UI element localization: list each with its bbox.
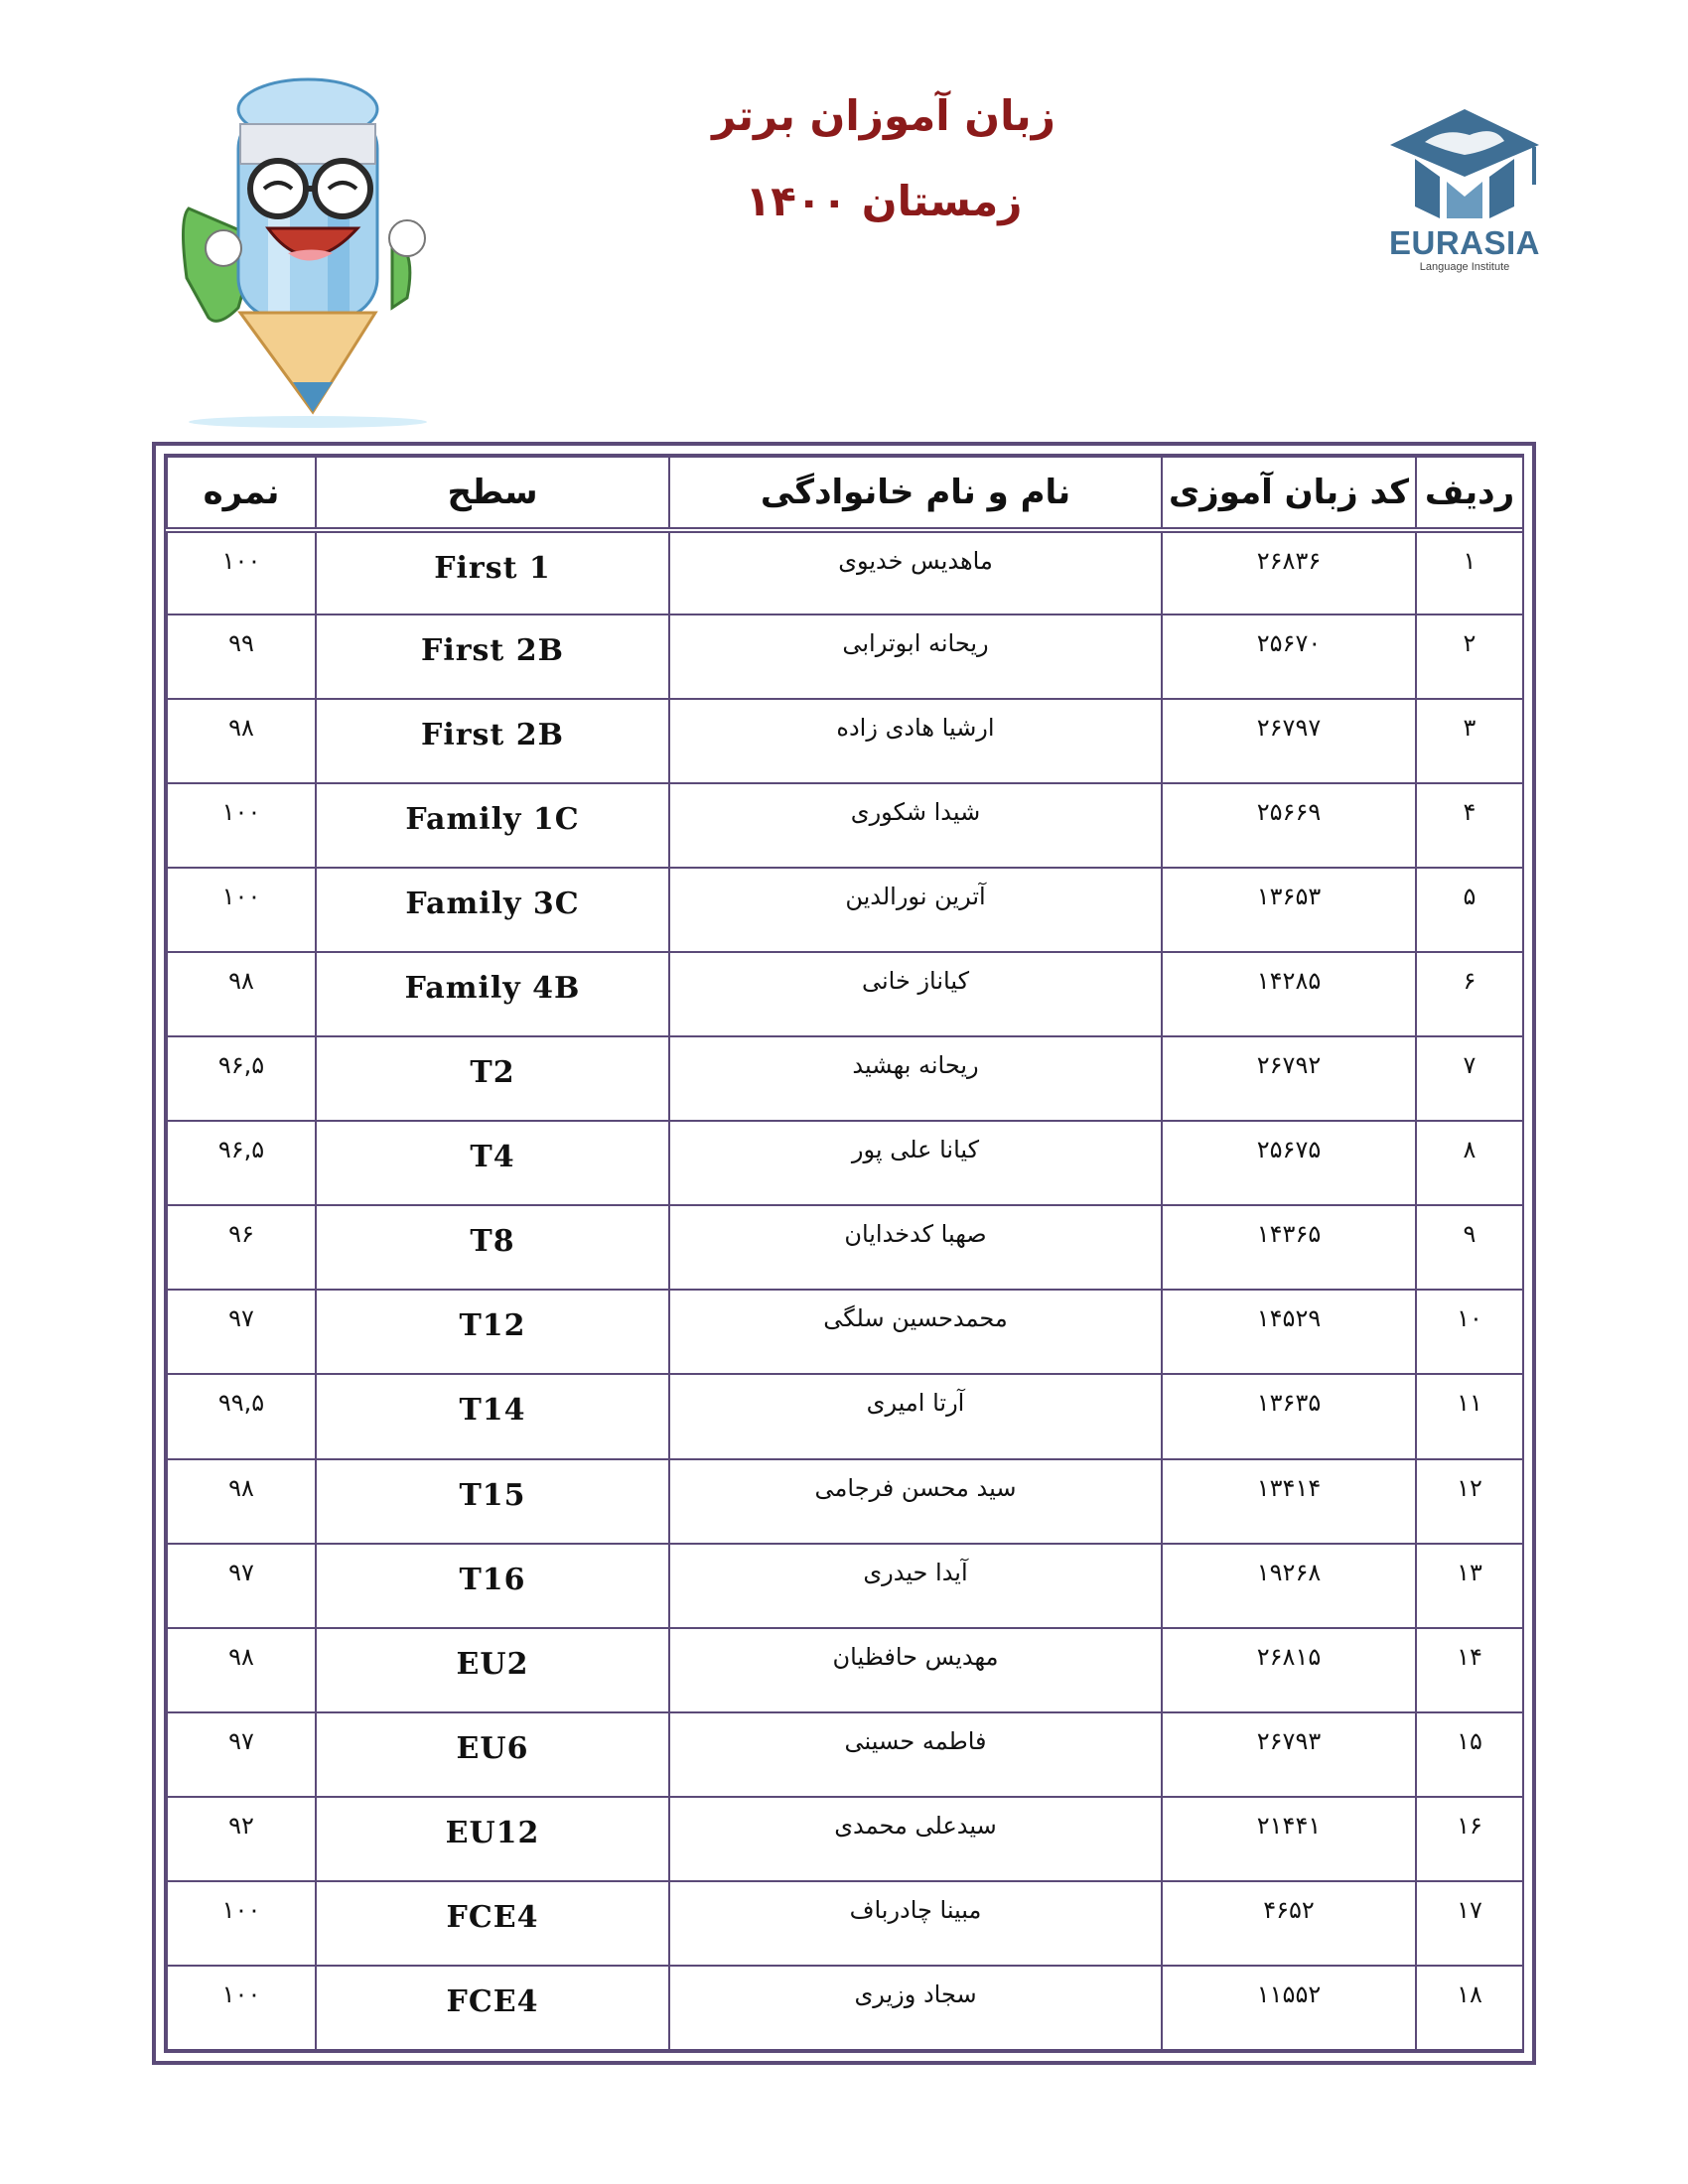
level-cell: EU2: [316, 1628, 669, 1712]
student-code-cell: ۱۳۶۳۵: [1162, 1374, 1416, 1458]
pencil-mascot-image: [169, 69, 437, 437]
student-code-cell: ۲۱۴۴۱: [1162, 1797, 1416, 1881]
student-name-cell: فاطمه حسینی: [669, 1712, 1162, 1797]
header-student-code: کد زبان آموزی: [1162, 457, 1416, 530]
student-code-cell: ۱۱۵۵۲: [1162, 1966, 1416, 2050]
student-code-cell: ۲۶۷۹۲: [1162, 1036, 1416, 1121]
table-header-row: [167, 457, 1523, 530]
score-cell: ۹۷: [167, 1712, 316, 1797]
student-code-cell: ۲۵۶۷۰: [1162, 614, 1416, 699]
student-name-cell: صهبا کدخدایان: [669, 1205, 1162, 1290]
logo-tagline: Language Institute: [1419, 261, 1510, 273]
level-cell: EU12: [316, 1797, 669, 1881]
student-code-cell: ۲۶۷۹۳: [1162, 1712, 1416, 1797]
table-row: [167, 868, 1523, 952]
score-cell: ۹۸: [167, 1459, 316, 1544]
student-name-cell: مبینا چادرباف: [669, 1881, 1162, 1966]
graduation-cap-icon: [1385, 107, 1544, 221]
student-code-cell: ۲۵۶۶۹: [1162, 783, 1416, 868]
student-name-cell: ریحانه ابوترابی: [669, 614, 1162, 699]
top-students-table-frame: [152, 442, 1536, 2065]
level-cell: Family 4B: [316, 952, 669, 1036]
row-number-cell: ۱۴: [1416, 1628, 1523, 1712]
table-row: [167, 1712, 1523, 1797]
level-cell: FCE4: [316, 1881, 669, 1966]
student-code-cell: ۱۴۳۶۵: [1162, 1205, 1416, 1290]
row-number-cell: ۴: [1416, 783, 1523, 868]
row-number-cell: ۱۷: [1416, 1881, 1523, 1966]
table-row: [167, 1121, 1523, 1205]
row-number-cell: ۱۵: [1416, 1712, 1523, 1797]
student-name-cell: سید محسن فرجامی: [669, 1459, 1162, 1544]
level-cell: T8: [316, 1205, 669, 1290]
student-code-cell: ۲۶۸۱۵: [1162, 1628, 1416, 1712]
table-row: [167, 1036, 1523, 1121]
student-code-cell: ۱۴۵۲۹: [1162, 1290, 1416, 1374]
score-cell: ۹۹: [167, 614, 316, 699]
table-row: [167, 614, 1523, 699]
header-full-name: نام و نام خانوادگی: [669, 457, 1162, 530]
student-name-cell: آترین نورالدین: [669, 868, 1162, 952]
table-row: [167, 699, 1523, 783]
student-name-cell: آیدا حیدری: [669, 1544, 1162, 1628]
table-row: [167, 1966, 1523, 2050]
row-number-cell: ۱۳: [1416, 1544, 1523, 1628]
student-name-cell: سجاد وزیری: [669, 1966, 1162, 2050]
table-inner-border: [164, 454, 1524, 2053]
level-cell: First 1: [316, 530, 669, 614]
score-cell: ۹۸: [167, 699, 316, 783]
header-row-number: ردیف: [1416, 457, 1523, 530]
table-row: [167, 952, 1523, 1036]
student-code-cell: ۱۹۲۶۸: [1162, 1544, 1416, 1628]
row-number-cell: ۱۲: [1416, 1459, 1523, 1544]
page-subtitle: زمستان ۱۴۰۰: [745, 177, 1023, 225]
level-cell: T14: [316, 1374, 669, 1458]
student-name-cell: کیانا علی پور: [669, 1121, 1162, 1205]
student-code-cell: ۲۶۷۹۷: [1162, 699, 1416, 783]
score-cell: ۹۸: [167, 952, 316, 1036]
level-cell: Family 1C: [316, 783, 669, 868]
level-cell: First 2B: [316, 614, 669, 699]
student-name-cell: کیاناز خانی: [669, 952, 1162, 1036]
row-number-cell: ۱۱: [1416, 1374, 1523, 1458]
level-cell: T16: [316, 1544, 669, 1628]
student-name-cell: سیدعلی محمدی: [669, 1797, 1162, 1881]
score-cell: ۹۷: [167, 1290, 316, 1374]
score-cell: ۹۲: [167, 1797, 316, 1881]
score-cell: ۹۷: [167, 1544, 316, 1628]
row-number-cell: ۳: [1416, 699, 1523, 783]
table-row: [167, 1205, 1523, 1290]
student-name-cell: محمدحسین سلگی: [669, 1290, 1162, 1374]
student-name-cell: شیدا شکوری: [669, 783, 1162, 868]
student-name-cell: ارشیا هادی زاده: [669, 699, 1162, 783]
score-cell: ۱۰۰: [167, 868, 316, 952]
score-cell: ۹۶,۵: [167, 1121, 316, 1205]
top-students-table: [166, 456, 1524, 2051]
student-code-cell: ۱۳۴۱۴: [1162, 1459, 1416, 1544]
student-code-cell: ۱۴۲۸۵: [1162, 952, 1416, 1036]
table-row: [167, 1797, 1523, 1881]
table-row: [167, 1459, 1523, 1544]
level-cell: T2: [316, 1036, 669, 1121]
row-number-cell: ۱۰: [1416, 1290, 1523, 1374]
row-number-cell: ۶: [1416, 952, 1523, 1036]
level-cell: FCE4: [316, 1966, 669, 2050]
score-cell: ۹۶,۵: [167, 1036, 316, 1121]
table-row: [167, 1628, 1523, 1712]
student-name-cell: ریحانه بهشید: [669, 1036, 1162, 1121]
table-row: [167, 1881, 1523, 1966]
score-cell: ۱۰۰: [167, 530, 316, 614]
table-row: [167, 530, 1523, 614]
level-cell: T12: [316, 1290, 669, 1374]
row-number-cell: ۱: [1416, 530, 1523, 614]
level-cell: T15: [316, 1459, 669, 1544]
level-cell: First 2B: [316, 699, 669, 783]
row-number-cell: ۹: [1416, 1205, 1523, 1290]
table-row: [167, 1290, 1523, 1374]
score-cell: ۱۰۰: [167, 783, 316, 868]
student-name-cell: ماهدیس خدیوی: [669, 530, 1162, 614]
student-code-cell: ۲۶۸۳۶: [1162, 530, 1416, 614]
score-cell: ۱۰۰: [167, 1881, 316, 1966]
score-cell: ۱۰۰: [167, 1966, 316, 2050]
student-name-cell: مهدیس حافظیان: [669, 1628, 1162, 1712]
level-cell: EU6: [316, 1712, 669, 1797]
student-code-cell: ۴۶۵۲: [1162, 1881, 1416, 1966]
header-level: سطح: [316, 457, 669, 530]
level-cell: T4: [316, 1121, 669, 1205]
row-number-cell: ۷: [1416, 1036, 1523, 1121]
eurasia-logo: [1385, 107, 1544, 276]
student-name-cell: آرتا امیری: [669, 1374, 1162, 1458]
row-number-cell: ۱۸: [1416, 1966, 1523, 2050]
header-score: نمره: [167, 457, 316, 530]
table-row: [167, 1544, 1523, 1628]
logo-name: EURASIA: [1388, 224, 1541, 261]
page-title: زبان آموزان برتر: [712, 91, 1055, 140]
score-cell: ۹۸: [167, 1628, 316, 1712]
student-code-cell: ۲۵۶۷۵: [1162, 1121, 1416, 1205]
row-number-cell: ۸: [1416, 1121, 1523, 1205]
student-code-cell: ۱۳۶۵۳: [1162, 868, 1416, 952]
table-row: [167, 1374, 1523, 1458]
row-number-cell: ۲: [1416, 614, 1523, 699]
table-row: [167, 783, 1523, 868]
row-number-cell: ۵: [1416, 868, 1523, 952]
row-number-cell: ۱۶: [1416, 1797, 1523, 1881]
level-cell: Family 3C: [316, 868, 669, 952]
score-cell: ۹۹,۵: [167, 1374, 316, 1458]
score-cell: ۹۶: [167, 1205, 316, 1290]
